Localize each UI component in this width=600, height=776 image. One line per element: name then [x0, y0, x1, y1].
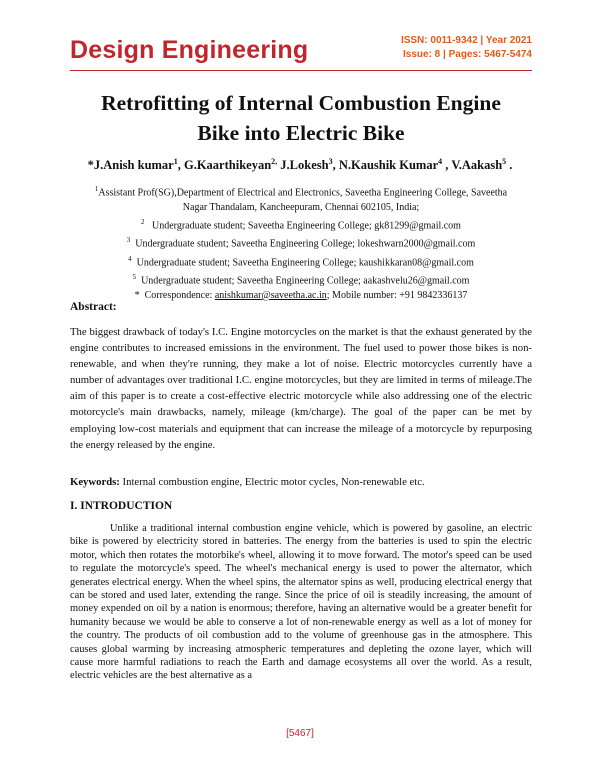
journal-name: Design Engineering	[70, 36, 309, 64]
issn-info	[401, 34, 532, 62]
correspondence-mark: *	[134, 289, 140, 301]
correspondence	[70, 289, 532, 303]
affiliation-3	[70, 233, 532, 252]
correspondence-phone: ; Mobile number: +91 9842336137	[326, 289, 468, 301]
author-sup: 1	[173, 157, 178, 166]
abstract-heading: Abstract:	[70, 301, 117, 313]
title-line-1: Retrofitting of Internal Combustion Engine	[101, 91, 501, 115]
title-line-2: Bike into Electric Bike	[197, 121, 405, 145]
affiliation-text: Undergraduate student; Saveetha Engineering College; kaushikkaran08@gmail.com	[136, 257, 474, 269]
affiliation-text: Undergraduate student; Saveetha Engineering College; aakashvelu26@gmail.com	[141, 275, 470, 287]
author-separator: ,	[177, 158, 184, 173]
keywords-text: Internal combustion engine, Electric motor cycles, Non-renewable etc.	[119, 476, 425, 488]
author-name: G.Kaarthikeyan	[183, 158, 272, 173]
author-name: N.Kaushik Kumar	[338, 158, 439, 173]
author-list	[50, 154, 550, 173]
affiliation-2	[70, 215, 532, 234]
issue-line: Issue: 8 | Pages: 5467-5474	[403, 49, 532, 60]
paper-title	[60, 88, 542, 148]
author-name: *J.Anish kumar	[87, 158, 174, 173]
author-name: V.Aakash	[451, 158, 503, 173]
affiliation-1-cont: Nagar Thandalam, Kancheepuram, Chennai 602105, India;	[182, 201, 420, 213]
affiliation-4	[70, 252, 532, 271]
affiliations	[70, 182, 532, 303]
issn-line: ISSN: 0011-9342 | Year 2021	[400, 35, 532, 46]
header-divider	[70, 70, 532, 71]
affiliation-text: Undergraduate student; Saveetha Engineering College; lokeshwarn2000@gmail.com	[135, 238, 476, 250]
author-separator: ,	[332, 158, 339, 173]
affiliation-5	[70, 270, 532, 289]
correspondence-email-link[interactable]: anishkumar@saveetha.ac.in	[214, 289, 327, 301]
author-sup: 2,	[271, 157, 278, 166]
keywords	[70, 475, 532, 490]
affiliation-1	[70, 182, 532, 201]
author-sup: 4	[438, 157, 443, 166]
journal-header	[70, 34, 532, 70]
affiliation-text: Undergraduate student; Saveetha Engineering College; gk81299@gmail.com	[152, 220, 461, 232]
affiliation-sup: 4	[128, 254, 132, 263]
affiliation-text: Assistant Prof(SG),Department of Electrical and Electronics, Saveetha Engineering College, Saveetha	[98, 187, 508, 199]
affiliation-sup: 2	[141, 217, 145, 226]
author-sup: 5	[502, 157, 507, 166]
correspondence-label: Correspondence:	[144, 289, 215, 301]
section-heading-introduction: I. INTRODUCTION	[70, 500, 173, 512]
author-separator: ,	[442, 158, 452, 173]
affiliation-sup: 1	[94, 185, 99, 193]
author-separator: .	[506, 158, 513, 173]
abstract-text: The biggest drawback of today's I.C. Engine motorcycles on the market is that the exhaust generated by the engine contributes to increased emissions in the environment. The fuel used to power those bikes is non-renewable, and when they're running, they make a lot of noise. Electric motorcycles currently have a number of advantages over traditional I.C. engine motorcycles, but they are limited in terms of mileage.The aim of this paper is to create a cost-effective electric motorcycle while also addressing one of the electric motorcycle's main drawbacks, namely, mileage (km/charge). The goal of the paper can be met by employing low-cost materials and equipment that can increase the mileage of a motorcycle by repurposing the energy released by the engine.	[70, 326, 532, 451]
affiliation-sup: 5	[132, 273, 137, 282]
author-sup: 3	[328, 157, 333, 166]
author-name: J.Lokesh	[280, 158, 329, 173]
page-number: [5467]	[286, 728, 314, 739]
introduction-text: Unlike a traditional internal combustion engine vehicle, which is powered by gasoline, an electric bike is powered by electricity stored in batteries. The energy from the batteries is used to spin the electric motor, which then rotates the motorbike's wheel, allowing it to move forward. The motor's speed can be used to regulate the motorcycle's speed. The wheel's mechanical energy is used to power the alternator, which generates electrical energy. When the wheel spins, the alternator spins as well, producing electrical energy that can be stored and used later, extending the range. Since the price of oil is steadily increasing, the amount of money expended on oil by a nation is enormous; therefore, having an alternative would be a greater benefit for humanity because we would be able to conserve a lot of non-renewable energy as well as a lot of money for the country. The products of oil combustion add to the volume of greenhouse gas in the atmosphere. This causes global warming by increasing atmospheric temperatures and depleting the ozone layer, which will cause more harmful radiations to reach the Earth and damage ecosystems all over the world. As a result, electric vehicles are the best alternative as a	[70, 523, 532, 682]
affiliation-sup: 3	[126, 236, 131, 245]
keywords-label: Keywords:	[70, 476, 120, 488]
